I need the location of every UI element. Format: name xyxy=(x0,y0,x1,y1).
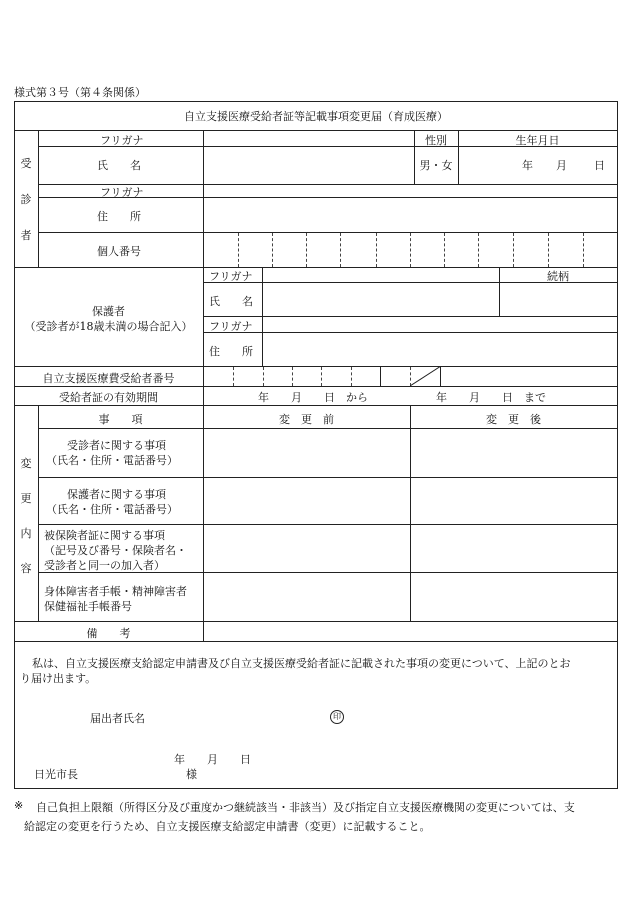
declaration-line1: 私は、自立支援医療支給認定申請書及び自立支援医療受給者証に記載された事項の変更について、上記のとお xyxy=(32,657,571,670)
remarks-label: 備 考 xyxy=(86,627,131,640)
dob-day: 日 xyxy=(594,159,605,172)
patient-label-char: 診 xyxy=(20,193,32,206)
sama-label: 様 xyxy=(186,768,197,781)
form-title: 自立支援医療受給者証等記載事項変更届（育成医療） xyxy=(184,110,448,123)
footnote-mark: ※ xyxy=(14,799,24,812)
guardian-furigana-label: フリガナ xyxy=(209,270,253,283)
row3-line1: 被保険者証に関する事項 xyxy=(44,529,165,542)
submission-date: 年 月 日 xyxy=(174,753,251,766)
form-number: 様式第３号（第４条関係） xyxy=(14,86,146,99)
recipient-number-label: 自立支援医療費受給者番号 xyxy=(42,372,175,385)
row3-line2: （記号及び番号・保険者名・ xyxy=(44,544,187,557)
patient-address-label: 住 所 xyxy=(97,210,141,223)
row1-line1: 受診者に関する事項 xyxy=(67,439,166,452)
submitter-label: 届出者氏名 xyxy=(90,712,145,725)
patient-label-char: 受 xyxy=(20,157,32,170)
guardian-note: （受診者が18歳未満の場合記入） xyxy=(24,320,193,333)
footnote-line1: 自己負担上限額（所得区分及び重度かつ継続該当・非該当）及び指定自立支援医療機関の変更については、支 xyxy=(36,801,575,814)
dob-header: 生年月日 xyxy=(515,134,560,147)
validity-from: 年 月 日 から xyxy=(258,391,368,404)
remarks-field[interactable] xyxy=(204,622,617,640)
guardian-furigana-label-2: フリガナ xyxy=(209,320,253,333)
row1-before-field[interactable] xyxy=(204,429,409,476)
mayor-label: 日光市長 xyxy=(34,768,78,781)
item-header: 事 項 xyxy=(98,413,143,426)
submitter-name-field[interactable] xyxy=(160,706,320,724)
row4-line2: 保健福祉手帳番号 xyxy=(44,600,132,613)
seal-mark: 印 xyxy=(330,710,344,724)
before-header: 変 更 前 xyxy=(279,413,334,426)
row2-line2: （氏名・住所・電話番号） xyxy=(46,503,178,516)
validity-label: 受給者証の有効期間 xyxy=(59,391,158,404)
row4-before-field[interactable] xyxy=(204,573,409,620)
row1-after-field[interactable] xyxy=(411,429,617,476)
row4-line1: 身体障害者手帳・精神障害者 xyxy=(44,585,187,598)
change-label-char: 変 xyxy=(20,457,32,470)
patient-name-label: 氏 名 xyxy=(97,159,141,172)
guardian-name-field[interactable] xyxy=(263,283,498,315)
validity-to: 年 月 日 まで xyxy=(436,391,546,404)
row1-line2: （氏名・住所・電話番号） xyxy=(46,454,178,467)
change-label-char: 容 xyxy=(20,562,32,575)
row4-after-field[interactable] xyxy=(411,573,617,620)
guardian-name-label: 氏 名 xyxy=(209,295,253,308)
patient-label-char: 者 xyxy=(20,229,32,242)
patient-name-field[interactable] xyxy=(204,147,413,183)
row3-after-field[interactable] xyxy=(411,525,617,571)
personal-number-field[interactable] xyxy=(204,233,617,266)
row3-before-field[interactable] xyxy=(204,525,409,571)
sex-header: 性別 xyxy=(425,134,447,147)
dob-year: 年 xyxy=(522,159,533,172)
relation-label: 続柄 xyxy=(547,270,569,283)
guardian-address-field[interactable] xyxy=(263,333,617,365)
dob-month: 月 xyxy=(556,159,567,172)
row2-before-field[interactable] xyxy=(204,478,409,523)
relation-field[interactable] xyxy=(500,283,617,315)
guardian-label: 保護者 xyxy=(92,305,125,318)
row2-line1: 保護者に関する事項 xyxy=(67,488,166,501)
recipient-number-field[interactable] xyxy=(204,367,409,385)
footnote-line2: 給認定の変更を行うため、自立支援医療支給認定申請書（変更）に記載すること。 xyxy=(24,820,431,833)
diagonal-divider xyxy=(410,366,442,387)
after-header: 変 更 後 xyxy=(486,413,541,426)
change-label-char: 更 xyxy=(20,492,32,505)
change-label-char: 内 xyxy=(20,527,32,540)
declaration-line2: り届け出ます。 xyxy=(20,672,97,685)
address-furigana-label: フリガナ xyxy=(100,186,144,199)
personal-number-label: 個人番号 xyxy=(97,245,141,258)
guardian-address-label: 住 所 xyxy=(209,345,253,358)
row2-after-field[interactable] xyxy=(411,478,617,523)
patient-furigana-label: フリガナ xyxy=(100,134,144,147)
patient-address-field[interactable] xyxy=(204,198,617,231)
sex-options[interactable]: 男・女 xyxy=(419,159,453,172)
row3-line3: 受診者と同一の加入者） xyxy=(44,559,165,572)
